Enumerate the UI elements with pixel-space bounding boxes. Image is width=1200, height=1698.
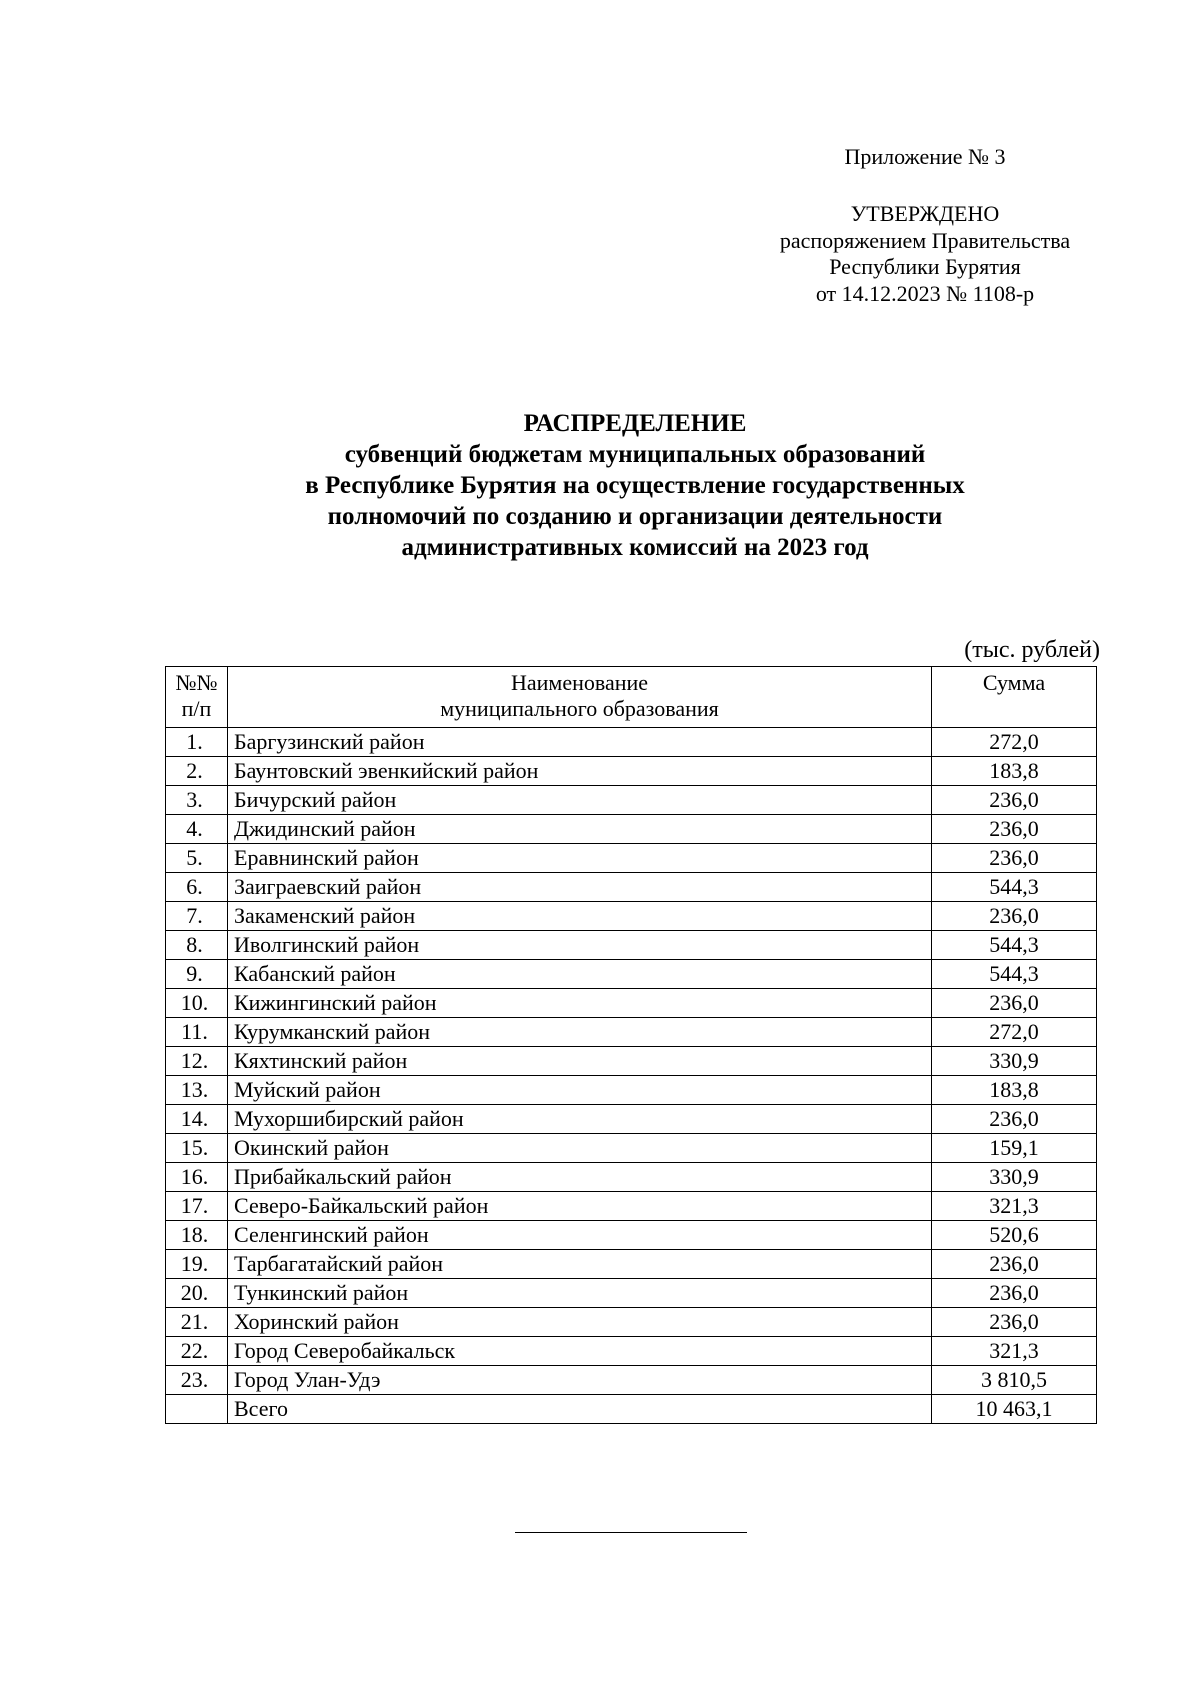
row-name: Селенгинский район <box>228 1221 932 1250</box>
row-name: Тункинский район <box>228 1279 932 1308</box>
row-number: 16. <box>166 1163 228 1192</box>
appendix-label: Приложение № 3 <box>844 144 1006 169</box>
header-num <box>166 667 228 728</box>
units-label: (тыс. рублей) <box>964 637 1100 663</box>
table-row <box>166 1308 1097 1337</box>
row-number: 21. <box>166 1308 228 1337</box>
header-name <box>228 667 932 728</box>
table-row <box>166 1337 1097 1366</box>
row-sum: 236,0 <box>932 1105 1097 1134</box>
table-row <box>166 757 1097 786</box>
table-row <box>166 1250 1097 1279</box>
row-number: 12. <box>166 1047 228 1076</box>
table-row <box>166 1366 1097 1395</box>
row-number: 2. <box>166 757 228 786</box>
row-name: Окинский район <box>228 1134 932 1163</box>
row-name: Курумканский район <box>228 1018 932 1047</box>
row-name: Еравнинский район <box>228 844 932 873</box>
row-name: Бичурский район <box>228 786 932 815</box>
row-number: 1. <box>166 728 228 757</box>
table-row <box>166 1018 1097 1047</box>
row-sum: 272,0 <box>932 728 1097 757</box>
footer-divider <box>515 1532 747 1533</box>
header-num-line: №№ <box>175 670 218 695</box>
row-number: 17. <box>166 1192 228 1221</box>
table-row <box>166 1105 1097 1134</box>
approval-line: распоряжением Правительства <box>779 227 1071 253</box>
row-name: Хоринский район <box>228 1308 932 1337</box>
table-row <box>166 873 1097 902</box>
table-row <box>166 1076 1097 1105</box>
title-line: административных комиссий на 2023 год <box>401 534 869 561</box>
row-number: 23. <box>166 1366 228 1395</box>
row-sum: 236,0 <box>932 844 1097 873</box>
row-number: 3. <box>166 786 228 815</box>
row-sum: 544,3 <box>932 873 1097 902</box>
row-name: Муйский район <box>228 1076 932 1105</box>
title-line: субвенций бюджетам муниципальных образований <box>344 441 926 468</box>
table-row <box>166 1221 1097 1250</box>
row-name: Джидинский район <box>228 815 932 844</box>
row-number: 9. <box>166 960 228 989</box>
table-row <box>166 1134 1097 1163</box>
row-sum: 321,3 <box>932 1192 1097 1221</box>
row-sum: 236,0 <box>932 786 1097 815</box>
title-line: полномочий по созданию и организации деятельности <box>327 503 943 530</box>
row-sum: 544,3 <box>932 960 1097 989</box>
row-number: 14. <box>166 1105 228 1134</box>
table-row <box>166 960 1097 989</box>
row-number: 18. <box>166 1221 228 1250</box>
approval-line: УТВЕРЖДЕНО <box>850 201 1000 226</box>
row-sum: 272,0 <box>932 1018 1097 1047</box>
table-row <box>166 1279 1097 1308</box>
title-heading: РАСПРЕДЕЛЕНИЕ <box>523 410 747 437</box>
row-sum: 236,0 <box>932 1250 1097 1279</box>
table-body <box>166 728 1097 1424</box>
document-title <box>150 408 1120 563</box>
table-row <box>166 989 1097 1018</box>
table-row <box>166 902 1097 931</box>
row-number: 4. <box>166 815 228 844</box>
table-row <box>166 728 1097 757</box>
row-name: Иволгинский район <box>228 931 932 960</box>
row-name: Закаменский район <box>228 902 932 931</box>
row-sum: 236,0 <box>932 902 1097 931</box>
row-name: Тарбагатайский район <box>228 1250 932 1279</box>
title-line: в Республике Бурятия на осуществление государственных <box>305 472 965 499</box>
row-name: Всего <box>228 1395 932 1424</box>
table-row <box>166 1163 1097 1192</box>
header-name-line: муниципального образования <box>440 696 719 721</box>
table-row <box>166 844 1097 873</box>
row-sum: 321,3 <box>932 1337 1097 1366</box>
header-name-line: Наименование <box>510 670 649 695</box>
row-name: Баргузинский район <box>228 728 932 757</box>
row-name: Северо-Байкальский район <box>228 1192 932 1221</box>
row-sum: 520,6 <box>932 1221 1097 1250</box>
row-name: Город Улан-Удэ <box>228 1366 932 1395</box>
header-sum: Сумма <box>932 667 1097 728</box>
table-total-row <box>166 1395 1097 1424</box>
row-name: Кижингинский район <box>228 989 932 1018</box>
table-row <box>166 815 1097 844</box>
row-name: Заиграевский район <box>228 873 932 902</box>
row-name: Город Северобайкальск <box>228 1337 932 1366</box>
row-number: 10. <box>166 989 228 1018</box>
row-sum: 3 810,5 <box>932 1366 1097 1395</box>
row-name: Баунтовский эвенкийский район <box>228 757 932 786</box>
row-name: Прибайкальский район <box>228 1163 932 1192</box>
row-number: 8. <box>166 931 228 960</box>
row-name: Мухоршибирский район <box>228 1105 932 1134</box>
row-number: 19. <box>166 1250 228 1279</box>
row-number: 20. <box>166 1279 228 1308</box>
approval-line: Республики Бурятия <box>829 254 1021 279</box>
row-sum: 10 463,1 <box>932 1395 1097 1424</box>
table-header-row <box>166 667 1097 728</box>
table-row <box>166 1047 1097 1076</box>
row-number: 22. <box>166 1337 228 1366</box>
row-number: 15. <box>166 1134 228 1163</box>
row-sum: 330,9 <box>932 1163 1097 1192</box>
distribution-table <box>165 666 1097 1424</box>
row-sum: 183,8 <box>932 757 1097 786</box>
approval-block <box>700 201 1150 307</box>
row-sum: 330,9 <box>932 1047 1097 1076</box>
row-sum: 236,0 <box>932 1308 1097 1337</box>
approval-line: от 14.12.2023 № 1108-р <box>815 280 1035 306</box>
row-number <box>166 1395 228 1424</box>
row-name: Кяхтинский район <box>228 1047 932 1076</box>
table-row <box>166 931 1097 960</box>
row-number: 11. <box>166 1018 228 1047</box>
row-sum: 183,8 <box>932 1076 1097 1105</box>
row-sum: 544,3 <box>932 931 1097 960</box>
row-number: 6. <box>166 873 228 902</box>
row-name: Кабанский район <box>228 960 932 989</box>
row-sum: 159,1 <box>932 1134 1097 1163</box>
row-sum: 236,0 <box>932 815 1097 844</box>
row-number: 7. <box>166 902 228 931</box>
row-number: 13. <box>166 1076 228 1105</box>
row-number: 5. <box>166 844 228 873</box>
header-num-line: п/п <box>181 696 212 721</box>
table-row <box>166 786 1097 815</box>
row-sum: 236,0 <box>932 1279 1097 1308</box>
row-sum: 236,0 <box>932 989 1097 1018</box>
table-row <box>166 1192 1097 1221</box>
